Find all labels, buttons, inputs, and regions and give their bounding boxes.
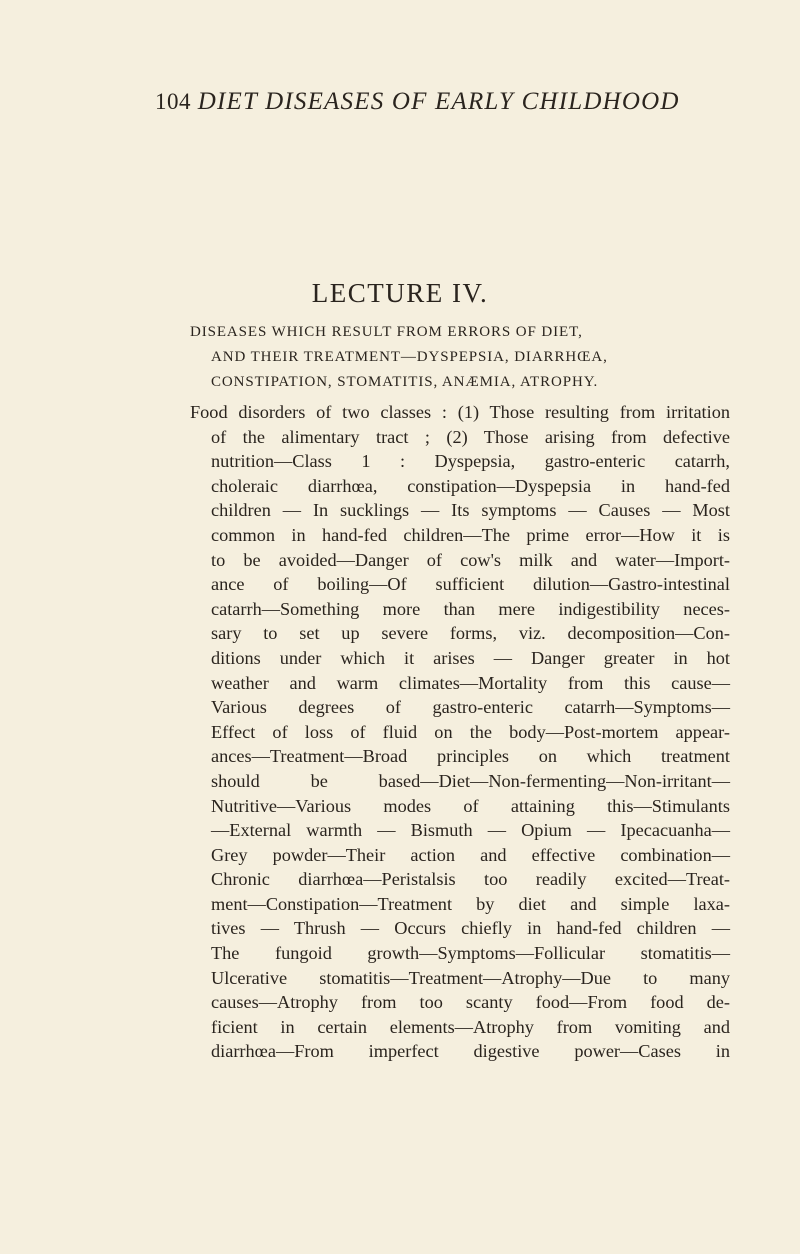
summary-line: ditions under which it arises — Danger greater in hot xyxy=(211,647,730,668)
lecture-subtitle xyxy=(190,320,728,395)
running-head-title: DIET DISEASES OF EARLY CHILDHOOD xyxy=(197,88,680,115)
subtitle-line: CONSTIPATION, STOMATITIS, ANÆMIA, ATROPHY. xyxy=(211,374,599,390)
summary-line: ment—Constipation—Treatment by diet and simple laxa- xyxy=(211,893,730,914)
running-head xyxy=(155,88,680,116)
summary-line: tives — Thrush — Occurs chiefly in hand-fed children — xyxy=(211,918,730,939)
summary-line: children — In sucklings — Its symptoms — Causes — Most xyxy=(211,500,730,521)
page-number: 104 xyxy=(155,89,191,114)
summary-line: causes—Atrophy from too scanty food—From food de- xyxy=(211,992,730,1013)
summary-line: ances—Treatment—Broad principles on which treatment xyxy=(211,746,730,767)
summary-line: weather and warm climates—Mortality from this cause— xyxy=(211,672,730,693)
summary-line: Nutritive—Various modes of attaining this—Stimulants xyxy=(211,795,730,816)
summary-line: sary to set up severe forms, viz. decomposition—Con- xyxy=(211,623,730,644)
summary-line: Food disorders of two classes : (1) Those resulting from irritation xyxy=(190,402,730,422)
lecture-title: LECTURE IV. xyxy=(311,278,489,308)
summary-line: to be avoided—Danger of cow's milk and water—Import- xyxy=(211,549,730,570)
summary-line: Grey powder—Their action and effective combination— xyxy=(211,844,730,865)
summary-line: Chronic diarrhœa—Peristalsis too readily excited—Treat- xyxy=(211,869,730,890)
summary-line: choleraic diarrhœa, constipation—Dyspepsia in hand-fed xyxy=(211,475,730,496)
summary-line: —External warmth — Bismuth — Opium — Ipecacuanha— xyxy=(211,820,730,841)
summary-line: of the alimentary tract ; (2) Those arising from defective xyxy=(211,426,730,447)
lecture-summary xyxy=(190,400,730,1064)
summary-line: ance of boiling—Of sufficient dilution—Gastro-intestinal xyxy=(211,574,730,595)
summary-line: nutrition—Class 1 : Dyspepsia, gastro-enteric catarrh, xyxy=(211,451,730,472)
summary-line: Effect of loss of fluid on the body—Post-mortem appear- xyxy=(211,721,730,742)
summary-line: common in hand-fed children—The prime error—How it is xyxy=(211,524,730,545)
subtitle-line: DISEASES WHICH RESULT FROM ERRORS OF DIET, xyxy=(190,324,583,340)
summary-line: Ulcerative stomatitis—Treatment—Atrophy—Due to many xyxy=(211,967,730,988)
summary-line: ficient in certain elements—Atrophy from vomiting and xyxy=(211,1016,730,1037)
summary-line: catarrh—Something more than mere indigestibility neces- xyxy=(211,598,730,619)
summary-line: Various degrees of gastro-enteric catarrh—Symptoms— xyxy=(211,697,730,718)
summary-line: should be based—Diet—Non-fermenting—Non-irritant— xyxy=(211,770,730,791)
summary-line: diarrhœa—From imperfect digestive power—Cases in xyxy=(211,1041,730,1062)
summary-line: The fungoid growth—Symptoms—Follicular stomatitis— xyxy=(211,943,730,964)
subtitle-line: AND THEIR TREATMENT—DYSPEPSIA, DIARRHŒA, xyxy=(211,349,608,365)
